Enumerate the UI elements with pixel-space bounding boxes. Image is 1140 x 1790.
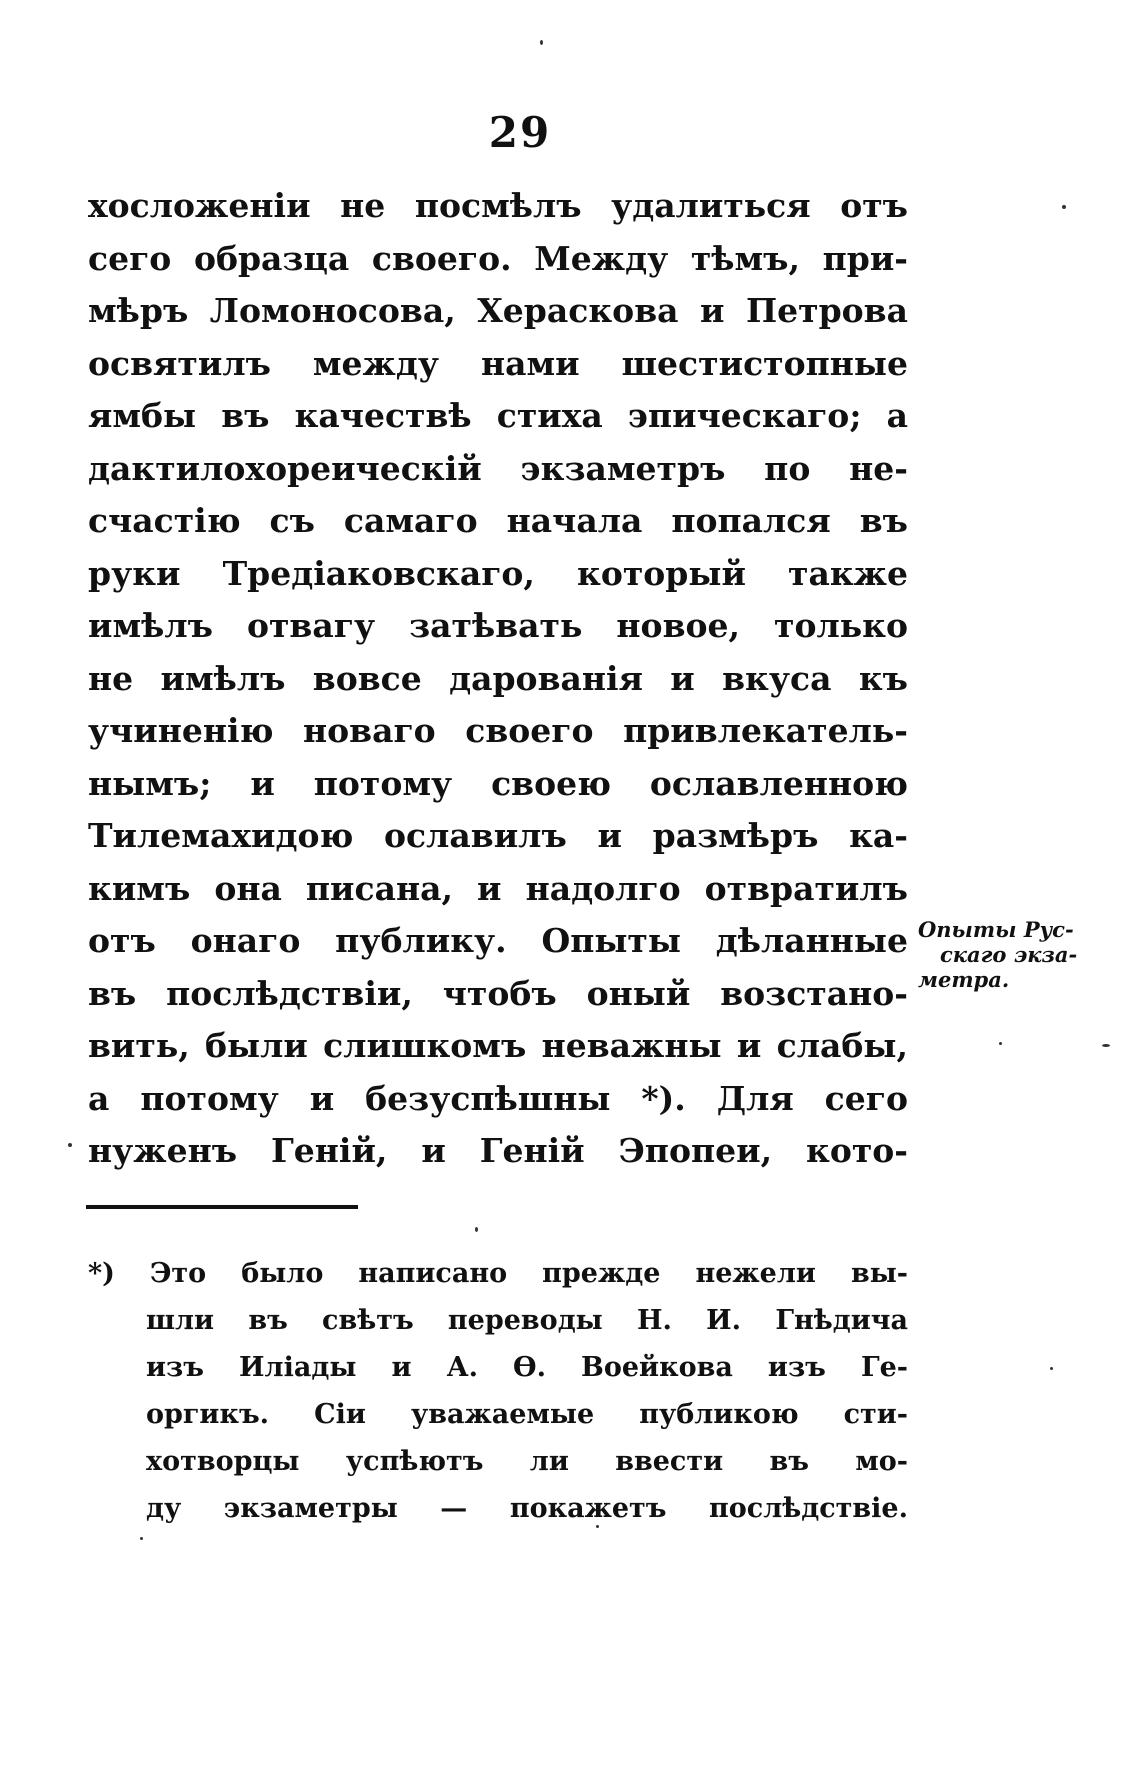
body-line: руки Тредiаковскаго, который также	[88, 553, 908, 593]
body-line: Тилемахидою ославилъ и размѣръ ка-	[88, 816, 908, 855]
scan-speck	[596, 1525, 599, 1528]
scan-speck	[1062, 205, 1066, 209]
body-line: сего образца своего. Между тѣмъ, при-	[88, 238, 908, 278]
body-line: хосложенiи не посмѣлъ удалиться отъ	[88, 186, 908, 225]
scan-speck	[475, 1227, 478, 1232]
body-line: а потому и безуспѣшны *). Для сего	[88, 1078, 908, 1118]
footnote-line: шли въ свѣтъ переводы Н. И. Гнѣдича	[146, 1305, 908, 1336]
body-line: ямбы въ качествѣ стиха эпическаго; а	[88, 396, 908, 435]
scan-speck	[540, 40, 543, 45]
body-line: освятилъ между нами шестистопные	[88, 343, 908, 383]
body-line: отъ онаго публику. Опыты дѣланные	[88, 921, 908, 960]
scan-speck	[1050, 1367, 1053, 1370]
margin-note	[918, 917, 1078, 992]
scan-speck	[68, 1143, 72, 1147]
footnote-line: ду экзаметры — покажетъ послѣдствiе.	[146, 1493, 908, 1524]
body-line: не имѣлъ вовсе дарованiя и вкуса къ	[88, 658, 908, 698]
body-line: кимъ она писана, и надолго отвратилъ	[88, 868, 908, 908]
body-line: нуженъ Генiй, и Генiй Эпопеи, кото-	[88, 1131, 908, 1170]
body-line: имѣлъ отвагу затѣвать новое, только	[88, 606, 908, 645]
body-line: дактилохореическiй экзаметръ по не-	[88, 448, 908, 488]
body-line: въ послѣдствiи, чтобъ оный возстано-	[88, 973, 908, 1013]
footnote-rule	[86, 1205, 358, 1209]
footnote-line: оргикъ. Сiи уважаемые публикою сти-	[146, 1399, 908, 1430]
scan-speck	[1102, 1044, 1110, 1047]
body-line: вить, были слишкомъ неважны и слабы,	[88, 1026, 908, 1065]
scan-speck	[999, 1042, 1002, 1045]
body-text	[88, 180, 908, 1178]
body-line: счастiю съ самаго начала попался въ	[88, 501, 908, 540]
body-line: учиненiю новаго своего привлекатель-	[88, 711, 908, 750]
footnote	[88, 1250, 908, 1532]
body-line: нымъ; и потому своею ославленною	[88, 763, 908, 803]
margin-note-line: скаго экза-	[940, 942, 1078, 967]
page-number: 29	[488, 108, 552, 157]
footnote-line: хотворцы успѣютъ ли ввести въ мо-	[146, 1446, 908, 1477]
body-line: мѣръ Ломоносова, Хераскова и Петрова	[88, 291, 908, 330]
margin-note-line: метра.	[918, 967, 1010, 992]
scan-speck	[140, 1537, 143, 1540]
footnote-line: изъ Илiады и А. Ѳ. Воейкова изъ Ге-	[146, 1352, 908, 1383]
margin-note-line: Опыты Рус-	[918, 917, 1074, 942]
footnote-line: *) Это было написано прежде нежели вы-	[88, 1258, 908, 1289]
